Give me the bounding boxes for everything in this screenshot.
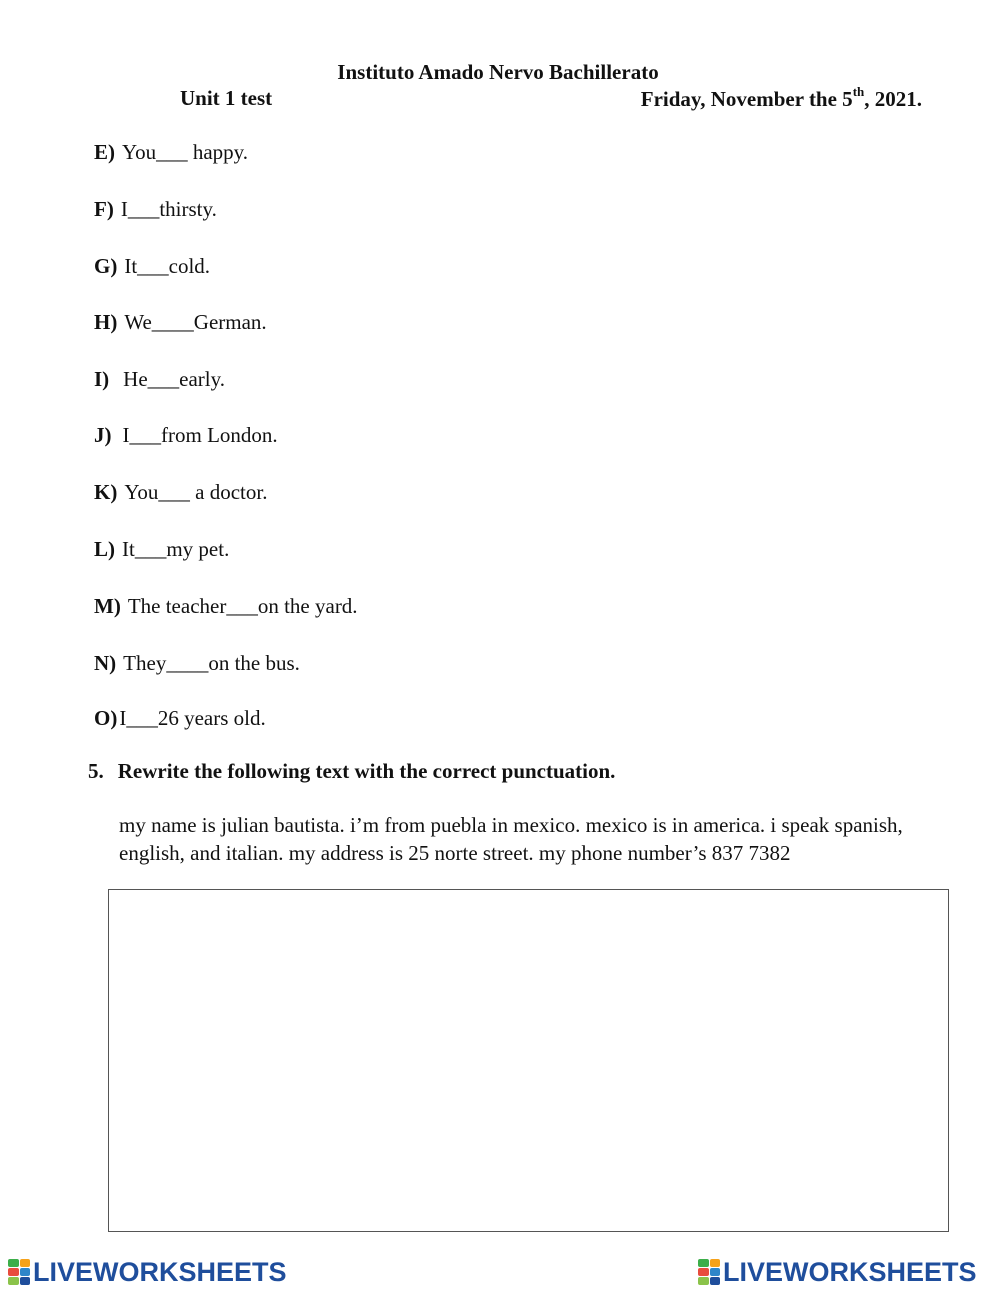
question-item — [94, 480, 267, 505]
liveworksheets-logo-left[interactable] — [8, 1257, 287, 1287]
test-date — [640, 84, 922, 112]
question-letter: K) — [94, 480, 118, 504]
question-letter: M) — [94, 594, 121, 618]
question-item — [94, 254, 210, 279]
liveworksheets-blocks-icon — [8, 1259, 30, 1285]
date-prefix: Friday, November the 5 — [640, 87, 853, 111]
logo-block — [8, 1268, 19, 1276]
question-letter: J) — [94, 423, 112, 447]
question-letter: I) — [94, 367, 110, 391]
question-text: It___cold. — [124, 254, 211, 278]
question-text: You___ happy. — [122, 140, 249, 164]
logo-block — [8, 1277, 19, 1285]
logo-block — [698, 1259, 709, 1267]
institution-title: Instituto Amado Nervo Bachillerato — [337, 60, 659, 84]
question-text: I___from London. — [122, 423, 278, 447]
logo-block — [710, 1268, 721, 1276]
question-letter: F) — [94, 197, 114, 221]
question-item — [94, 197, 217, 222]
section-5-title — [88, 759, 615, 784]
logo-block — [698, 1268, 709, 1276]
liveworksheets-logo-text: LIVEWORKSHEETS — [723, 1256, 977, 1287]
logo-block — [20, 1268, 31, 1276]
question-text: We____German. — [124, 310, 267, 334]
answer-textarea[interactable] — [108, 889, 949, 1232]
question-text: The teacher___on the yard. — [127, 594, 358, 618]
liveworksheets-blocks-icon — [698, 1259, 720, 1285]
question-text: It___my pet. — [122, 537, 230, 561]
question-letter: N) — [94, 651, 117, 675]
question-item — [94, 140, 248, 165]
question-text: He___early. — [123, 367, 226, 391]
question-item — [94, 310, 267, 335]
date-suffix: , 2021. — [864, 87, 922, 111]
logo-block — [710, 1259, 721, 1267]
date-superscript: th — [852, 84, 865, 99]
question-item — [94, 706, 266, 731]
unit-title: Unit 1 test — [180, 86, 273, 110]
logo-block — [710, 1277, 721, 1285]
logo-block — [20, 1259, 31, 1267]
question-text: You___ a doctor. — [124, 480, 268, 504]
question-letter: G) — [94, 254, 118, 278]
question-text: They____on the bus. — [123, 651, 300, 675]
logo-block — [8, 1259, 19, 1267]
logo-block — [20, 1277, 31, 1285]
liveworksheets-logo-text: LIVEWORKSHEETS — [33, 1256, 287, 1287]
question-item — [94, 367, 225, 392]
question-text: I___thirsty. — [120, 197, 217, 221]
question-letter: H) — [94, 310, 118, 334]
section-5-text: my name is julian bautista. i’m from puebla in mexico. mexico is in america. i speak spanish, english, and italian. my address is 25 norte street. my phone number’s 837 7382 — [119, 813, 903, 865]
section-instruction: Rewrite the following text with the correct punctuation. — [117, 759, 616, 783]
question-letter: E) — [94, 140, 115, 164]
question-letter: L) — [94, 537, 115, 561]
section-number: 5. — [88, 759, 104, 783]
logo-block — [698, 1277, 709, 1285]
question-item — [94, 537, 229, 562]
question-letter: O) — [94, 706, 118, 730]
question-item — [94, 594, 358, 619]
question-item — [94, 423, 278, 448]
liveworksheets-logo-right[interactable] — [698, 1257, 977, 1287]
question-text: I___26 years old. — [119, 706, 266, 730]
question-item — [94, 651, 300, 676]
